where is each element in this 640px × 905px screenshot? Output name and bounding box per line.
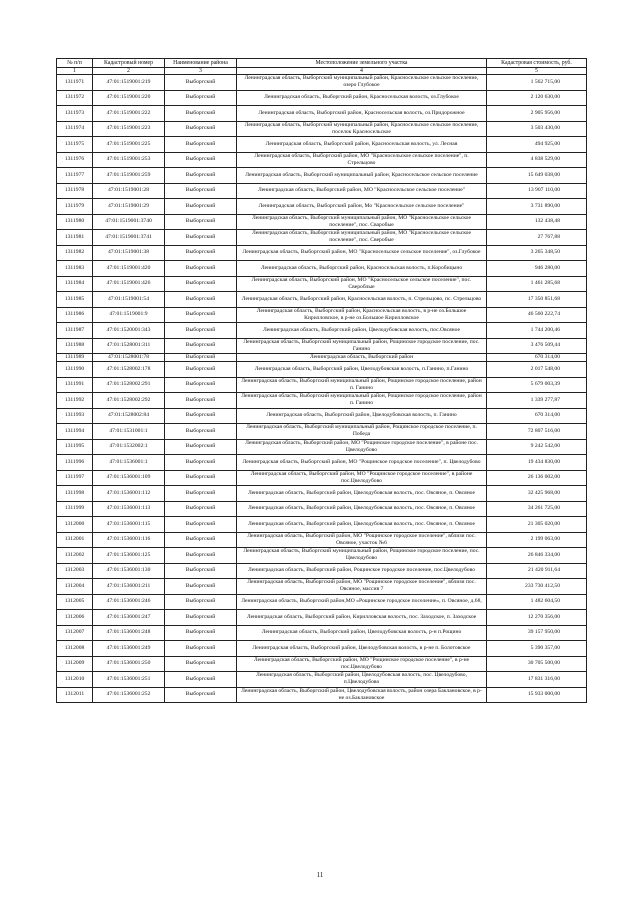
district-cell: Выборгский: [165, 214, 237, 230]
cadastral-number-cell: 47:01:1519001:9: [93, 307, 165, 323]
cadastral-number-cell: 47:01:1519001:219: [93, 75, 165, 91]
location-cell: Ленинградская область, Выборгский район, Красносельская волость, п. Стрельцово, пс. Стрельцово: [237, 292, 487, 308]
location-cell: Ленинградская область, Выборгский район, Рощинское городское поселение, пос.Цвелодубово: [237, 563, 487, 579]
district-cell: Выборгский: [165, 245, 237, 261]
row-number-cell: 1311974: [57, 121, 93, 137]
cadastral-number-cell: 47:01:1528001:311: [93, 338, 165, 354]
district-cell: Выборгский: [165, 470, 237, 486]
row-number-cell: 1312001: [57, 532, 93, 548]
cadastral-value-cell: 15 649 038,00: [487, 168, 587, 184]
location-cell: Ленинградская область, Выборгский район, Цвелодубовская волость, п.Ганино, п.Ганино: [237, 362, 487, 378]
table-row: [57, 362, 587, 378]
cadastral-value-cell: 1 482 604,50: [487, 594, 587, 610]
location-cell: Ленинградская область, Выборгский район, Цвелодубовская волость, пос. Овсяное, п. Овсяное: [237, 501, 487, 517]
location-cell: Ленинградская область, Выборгский район, МО "Красносельское сельское поселение": [237, 183, 487, 199]
cadastral-value-cell: 30 705 500,00: [487, 656, 587, 672]
row-number-cell: 1311985: [57, 292, 93, 308]
header-location: Местоположение земельного участка: [237, 59, 487, 68]
table-row: [57, 594, 587, 610]
row-number-cell: 1312002: [57, 548, 93, 564]
cadastral-number-cell: 47:01:1519001:3741: [93, 230, 165, 246]
district-cell: Выборгский: [165, 323, 237, 339]
table-row: [57, 393, 587, 409]
district-cell: Выборгский: [165, 276, 237, 292]
table-row: [57, 152, 587, 168]
table-row: [57, 532, 587, 548]
district-cell: Выборгский: [165, 230, 237, 246]
row-number-cell: 1311983: [57, 261, 93, 277]
row-number-cell: 1312011: [57, 687, 93, 703]
row-number-cell: 1311991: [57, 377, 93, 393]
district-cell: Выборгский: [165, 625, 237, 641]
location-cell: Ленинградская область, Выборгский район, Цвелодубовская волость, пос. Овсяное, п. Овсяное: [237, 517, 487, 533]
cadastral-value-cell: 3 731 890,00: [487, 199, 587, 215]
location-cell: Ленинградская область, Выборгский район, Мо "Красносельское сельское поселение": [237, 199, 487, 215]
location-cell: Ленинградская область, Выборгский муниципальный район, МО "Красносельское сельское поселение", пос. Сверобые: [237, 230, 487, 246]
district-cell: Выборгский: [165, 377, 237, 393]
cadastral-value-cell: 15 933 000,00: [487, 687, 587, 703]
header-row: [57, 59, 587, 68]
cadastral-number-cell: 47:01:1519001:223: [93, 121, 165, 137]
row-number-cell: 1312005: [57, 594, 93, 610]
cadastral-value-cell: 2 905 956,00: [487, 106, 587, 122]
table-row: [57, 292, 587, 308]
cadastral-number-cell: 47:01:1536001:246: [93, 594, 165, 610]
location-cell: Ленинградская область, Выборгский муниципальный район, Красносельское сельское поселение: [237, 168, 487, 184]
cadastral-value-cell: 21 420 911,64: [487, 563, 587, 579]
cadastral-number-cell: 47:01:1536001:247: [93, 610, 165, 626]
cadastral-value-cell: 13 907 110,00: [487, 183, 587, 199]
district-cell: Выборгский: [165, 672, 237, 688]
table-row: [57, 307, 587, 323]
table-row: [57, 563, 587, 579]
header-index-4: 4: [237, 68, 487, 75]
row-number-cell: 1311975: [57, 137, 93, 153]
cadastral-number-cell: 47:01:1536001:251: [93, 672, 165, 688]
cadastral-number-cell: 47:01:1528002:291: [93, 377, 165, 393]
row-number-cell: 1311973: [57, 106, 93, 122]
table-row: [57, 455, 587, 471]
table-row: [57, 610, 587, 626]
row-number-cell: 1311995: [57, 439, 93, 455]
row-number-cell: 1311992: [57, 393, 93, 409]
cadastral-value-cell: 34 261 725,00: [487, 501, 587, 517]
header-index-1: 1: [57, 68, 93, 75]
district-cell: Выборгский: [165, 548, 237, 564]
table-row: [57, 199, 587, 215]
row-number-cell: 1311996: [57, 455, 93, 471]
table-row: [57, 214, 587, 230]
district-cell: Выборгский: [165, 121, 237, 137]
header-index-5: 5: [487, 68, 587, 75]
district-cell: Выборгский: [165, 594, 237, 610]
row-number-cell: 1311999: [57, 501, 93, 517]
district-cell: Выборгский: [165, 687, 237, 703]
header-district: Наименование района: [165, 59, 237, 68]
row-number-cell: 1311971: [57, 75, 93, 91]
table-row: [57, 183, 587, 199]
row-number-cell: 1311997: [57, 470, 93, 486]
location-cell: Ленинградская область, Выборгский район: [237, 354, 487, 362]
cadastral-number-cell: 47:01:1536001:249: [93, 641, 165, 657]
location-cell: Ленинградская область, Выборгский район, Красносельская волость, оз.Глубокое: [237, 90, 487, 106]
location-cell: Ленинградская область, Выборгский район, МО "Рощинское городское поселение", п. Цвелодубово: [237, 455, 487, 471]
cadastral-value-cell: 12 270 356,00: [487, 610, 587, 626]
district-cell: Выборгский: [165, 486, 237, 502]
cadastral-number-cell: 47:01:1519001:225: [93, 137, 165, 153]
table-row: [57, 121, 587, 137]
cadastral-value-cell: 17 831 316,00: [487, 672, 587, 688]
cadastral-number-cell: 47:01:1532002:1: [93, 439, 165, 455]
table-row: [57, 424, 587, 440]
table-row: [57, 439, 587, 455]
cadastral-number-cell: 47:01:1519001:222: [93, 106, 165, 122]
location-cell: Ленинградская область, Выборгский район, МО "Красносельское сельское поселение", пос. Свероблые: [237, 276, 487, 292]
cadastral-number-cell: 47:01:1536001:248: [93, 625, 165, 641]
cadastral-number-cell: 47:01:1536001:252: [93, 687, 165, 703]
row-number-cell: 1312009: [57, 656, 93, 672]
cadastral-number-cell: 47:01:1519001:420: [93, 261, 165, 277]
cadastral-value-cell: 1 562 715,00: [487, 75, 587, 91]
district-cell: Выборгский: [165, 439, 237, 455]
district-cell: Выборгский: [165, 610, 237, 626]
cadastral-number-cell: 47:01:1528002:84: [93, 408, 165, 424]
cadastral-value-cell: 670 314,00: [487, 408, 587, 424]
cadastral-number-cell: 47:01:1519001:259: [93, 168, 165, 184]
table-row: [57, 168, 587, 184]
row-number-cell: 1311977: [57, 168, 93, 184]
district-cell: Выборгский: [165, 106, 237, 122]
row-number-cell: 1311980: [57, 214, 93, 230]
location-cell: Ленинградская область, Выборгский район, МО "Рощинское городское поселение", в районе пос. Цвелодубово: [237, 439, 487, 455]
location-cell: Ленинградская область, Выборгский муниципальный район, Рощинское городское поселение, пос. Цвелодубово: [237, 548, 487, 564]
cadastral-value-cell: 39 157 950,00: [487, 625, 587, 641]
district-cell: Выборгский: [165, 75, 237, 91]
table-row: [57, 656, 587, 672]
cadastral-value-cell: 2 017 548,00: [487, 362, 587, 378]
location-cell: Ленинградская область, Выборгский муниципальный район, Рощинское городское поселение, п. Победа: [237, 424, 487, 440]
table-row: [57, 75, 587, 91]
cadastral-value-cell: 17 350 851,68: [487, 292, 587, 308]
cadastral-value-cell: 72 807 516,00: [487, 424, 587, 440]
cadastral-value-cell: 26 136 002,00: [487, 470, 587, 486]
row-number-cell: 1311990: [57, 362, 93, 378]
location-cell: Ленинградская область, Выборгский район, Красносельская волость, ул. Лесная: [237, 137, 487, 153]
table-row: [57, 377, 587, 393]
district-cell: Выборгский: [165, 455, 237, 471]
cadastral-number-cell: 47:01:1536001:250: [93, 656, 165, 672]
row-number-cell: 1311979: [57, 199, 93, 215]
cadastral-number-cell: 47:01:1536001:116: [93, 532, 165, 548]
district-cell: Выборгский: [165, 261, 237, 277]
cadastral-number-cell: 47:01:1536001:115: [93, 517, 165, 533]
document-page: [56, 58, 586, 703]
district-cell: Выборгский: [165, 517, 237, 533]
table-row: [57, 548, 587, 564]
location-cell: Ленинградская область, Выборгский район, Цвелодубовская волость, пос. Цвелодубово, п.Цвелодубово: [237, 672, 487, 688]
row-number-cell: 1311988: [57, 338, 93, 354]
district-cell: Выборгский: [165, 501, 237, 517]
location-cell: Ленинградская область, Выборгский муниципальный район, Рощинское городское поселение, район п. Ганино: [237, 393, 487, 409]
header-cadastral-value: Кадастровая стоимость, руб.: [487, 59, 587, 68]
cadastral-value-cell: 46 560 222,74: [487, 307, 587, 323]
cadastral-number-cell: 47:01:1528002:292: [93, 393, 165, 409]
location-cell: Ленинградская область, Выборгский муниципальный район, МО "Красносельское сельское поселение", пос. Сваробые: [237, 214, 487, 230]
table-row: [57, 338, 587, 354]
cadastral-value-cell: 670 314,00: [487, 354, 587, 362]
cadastral-value-cell: 3 265 348,50: [487, 245, 587, 261]
district-cell: Выборгский: [165, 393, 237, 409]
row-number-cell: 1312008: [57, 641, 93, 657]
row-number-cell: 1312000: [57, 517, 93, 533]
table-header: [57, 59, 587, 75]
header-cadastral-number: Кадастровый номер: [93, 59, 165, 68]
cadastral-value-cell: 494 925,00: [487, 137, 587, 153]
location-cell: Ленинградская область, Выборгский район, Цвелодубовская волость, р-н п.Рощино: [237, 625, 487, 641]
cadastral-number-cell: 47:01:1536001:125: [93, 548, 165, 564]
table-row: [57, 641, 587, 657]
table-row: [57, 625, 587, 641]
location-cell: Ленинградская область, Выборгский район, Цвелодубовская волость, пос.Овсяное: [237, 323, 487, 339]
district-cell: Выборгский: [165, 199, 237, 215]
row-number-cell: 1311976: [57, 152, 93, 168]
row-number-cell: 1311987: [57, 323, 93, 339]
table-row: [57, 137, 587, 153]
cadastral-value-table: [56, 58, 587, 703]
table-row: [57, 672, 587, 688]
district-cell: Выборгский: [165, 338, 237, 354]
cadastral-value-cell: 21 305 020,00: [487, 517, 587, 533]
table-row: [57, 579, 587, 595]
row-number-cell: 1312010: [57, 672, 93, 688]
location-cell: Ленинградская область, Выборгский район, Цвелодубовская волость, район озера Баклановское, в р-не оз.Баклановское: [237, 687, 487, 703]
district-cell: Выборгский: [165, 307, 237, 323]
district-cell: Выборгский: [165, 168, 237, 184]
cadastral-value-cell: 1 461 285,68: [487, 276, 587, 292]
cadastral-number-cell: 47:01:1519001:253: [93, 152, 165, 168]
row-number-cell: 1312007: [57, 625, 93, 641]
cadastral-number-cell: 47:01:1519001:426: [93, 276, 165, 292]
cadastral-value-cell: 3 476 509,44: [487, 338, 587, 354]
cadastral-number-cell: 47:01:1536001:211: [93, 579, 165, 595]
cadastral-value-cell: 5 390 357,00: [487, 641, 587, 657]
row-number-cell: 1312003: [57, 563, 93, 579]
cadastral-number-cell: 47:01:1519001:54: [93, 292, 165, 308]
district-cell: Выборгский: [165, 90, 237, 106]
location-cell: Ленинградская область, Выборгский муниципальный район, Красносельское сельское поселение, озеро Глубокое: [237, 75, 487, 91]
row-number-cell: 1311998: [57, 486, 93, 502]
district-cell: Выборгский: [165, 424, 237, 440]
location-cell: Ленинградская область, Выборгский район, Красносельская волость, в р-не оз.Большое Кирилловское, в р-не оз.Большое Кирилловское: [237, 307, 487, 323]
cadastral-number-cell: 47:01:1536001:1: [93, 455, 165, 471]
table-row: [57, 106, 587, 122]
location-cell: Ленинградская область, Выборгский район, Красносельская волость, оз.Придорожное: [237, 106, 487, 122]
cadastral-value-cell: 26 846 334,00: [487, 548, 587, 564]
district-cell: Выборгский: [165, 408, 237, 424]
table-row: [57, 501, 587, 517]
row-number-cell: 1311982: [57, 245, 93, 261]
cadastral-number-cell: 47:01:1519001:3740: [93, 214, 165, 230]
cadastral-value-cell: 946 280,00: [487, 261, 587, 277]
table-row: [57, 276, 587, 292]
table-row: [57, 230, 587, 246]
row-number-cell: 1312004: [57, 579, 93, 595]
district-cell: Выборгский: [165, 354, 237, 362]
location-cell: Ленинградская область, Выборгский муниципальный район, Рощинское городское поселение, район п. Ганино: [237, 377, 487, 393]
cadastral-value-cell: 19 434 830,00: [487, 455, 587, 471]
location-cell: Ленинградская область, Выборгский район, МО "Рощинское городское поселение", вблизи пос. Овсяное, массив 7: [237, 579, 487, 595]
row-number-cell: 1311984: [57, 276, 93, 292]
location-cell: Ленинградская область, Выборгский муниципальный район, Красносельское сельское поселение, поселок Красносельское: [237, 121, 487, 137]
cadastral-value-cell: 1 339 277,87: [487, 393, 587, 409]
cadastral-number-cell: 47:01:1520001:343: [93, 323, 165, 339]
row-number-cell: 1311978: [57, 183, 93, 199]
cadastral-value-cell: 3 503 430,00: [487, 121, 587, 137]
district-cell: Выборгский: [165, 137, 237, 153]
location-cell: Ленинградская область, Выборгский район, МО "Красносельское сельское поселение", п. Стрельцово: [237, 152, 487, 168]
cadastral-number-cell: 47:01:1531001:1: [93, 424, 165, 440]
location-cell: Ленинградская область, Выборгский район, МО "Красносельское сельское поселение", оз.Глубокое: [237, 245, 487, 261]
row-number-cell: 1311993: [57, 408, 93, 424]
row-number-cell: 1311972: [57, 90, 93, 106]
table-row: [57, 470, 587, 486]
location-cell: Ленинградская область, Выборгский район, Цвелодубовская волость, пос. Овсяное, п. Овсяное: [237, 486, 487, 502]
header-index-row: [57, 68, 587, 75]
cadastral-number-cell: 47:01:1528001:78: [93, 354, 165, 362]
cadastral-value-cell: 4 838 529,00: [487, 152, 587, 168]
cadastral-number-cell: 47:01:1519001:38: [93, 245, 165, 261]
cadastral-value-cell: 1 744 200,46: [487, 323, 587, 339]
page-number: 11: [316, 871, 324, 879]
cadastral-value-cell: 2 120 630,00: [487, 90, 587, 106]
table-row: [57, 408, 587, 424]
district-cell: Выборгский: [165, 563, 237, 579]
row-number-cell: 1311989: [57, 354, 93, 362]
location-cell: Ленинградская область, Выборгский район, Цвелодубовская волость, п. Ганино: [237, 408, 487, 424]
cadastral-value-cell: 32 425 968,00: [487, 486, 587, 502]
header-index-2: 2: [93, 68, 165, 75]
cadastral-number-cell: 47:01:1536001:130: [93, 563, 165, 579]
district-cell: Выборгский: [165, 641, 237, 657]
cadastral-value-cell: 233 730 412,50: [487, 579, 587, 595]
cadastral-number-cell: 47:01:1519001:220: [93, 90, 165, 106]
table-row: [57, 323, 587, 339]
location-cell: Ленинградская область, Выборгский район, МО "Рощинское городское поселение", вблизи пос. Овсяное, участок №6: [237, 532, 487, 548]
cadastral-number-cell: 47:01:1519001:28: [93, 183, 165, 199]
cadastral-number-cell: 47:01:1536001:112: [93, 486, 165, 502]
location-cell: Ленинградская область, Выборгский район, МО "Рощинское городское поселение", в р-не пос.Цвелодубово: [237, 656, 487, 672]
table-row: [57, 90, 587, 106]
table-row: [57, 261, 587, 277]
cadastral-number-cell: 47:01:1536001:113: [93, 501, 165, 517]
district-cell: Выборгский: [165, 292, 237, 308]
table-row: [57, 687, 587, 703]
cadastral-number-cell: 47:01:1536001:109: [93, 470, 165, 486]
cadastral-value-cell: 132 438,48: [487, 214, 587, 230]
row-number-cell: 1312006: [57, 610, 93, 626]
cadastral-value-cell: 27 767,88: [487, 230, 587, 246]
row-number-cell: 1311986: [57, 307, 93, 323]
table-row: [57, 245, 587, 261]
cadastral-value-cell: 2 199 063,00: [487, 532, 587, 548]
district-cell: Выборгский: [165, 183, 237, 199]
district-cell: Выборгский: [165, 579, 237, 595]
cadastral-number-cell: 47:01:1519001:29: [93, 199, 165, 215]
district-cell: Выборгский: [165, 532, 237, 548]
location-cell: Ленинградская область, Выборгский район, Цвелодубовская волость, в р-не п. Болотовское: [237, 641, 487, 657]
table-row: [57, 354, 587, 362]
location-cell: Ленинградская область, Выборгский район, МО "Рощинское городское поселение", в районе пос.Цвелодубово: [237, 470, 487, 486]
header-index-3: 3: [165, 68, 237, 75]
location-cell: Ленинградская область, Выборгский муниципальный район, Рощинское городское поселение, пос. Ганино: [237, 338, 487, 354]
cadastral-value-cell: 9 242 542,00: [487, 439, 587, 455]
district-cell: Выборгский: [165, 362, 237, 378]
header-number: № п/п: [57, 59, 93, 68]
table-row: [57, 486, 587, 502]
row-number-cell: 1311981: [57, 230, 93, 246]
location-cell: Ленинградская область, Выборгский район, Кирилловская волость, пос. Заходское, п. Заходское: [237, 610, 487, 626]
row-number-cell: 1311994: [57, 424, 93, 440]
district-cell: Выборгский: [165, 656, 237, 672]
district-cell: Выборгский: [165, 152, 237, 168]
cadastral-value-cell: 5 679 003,39: [487, 377, 587, 393]
location-cell: Ленинградская область, Выборгский район,МО «Рощинское городское поселение», п. Овсяное, д.68,: [237, 594, 487, 610]
table-row: [57, 517, 587, 533]
cadastral-number-cell: 47:01:1528002:178: [93, 362, 165, 378]
location-cell: Ленинградская область, Выборгский район, Красносельская волость, п.Коробицыно: [237, 261, 487, 277]
table-body: [57, 75, 587, 703]
